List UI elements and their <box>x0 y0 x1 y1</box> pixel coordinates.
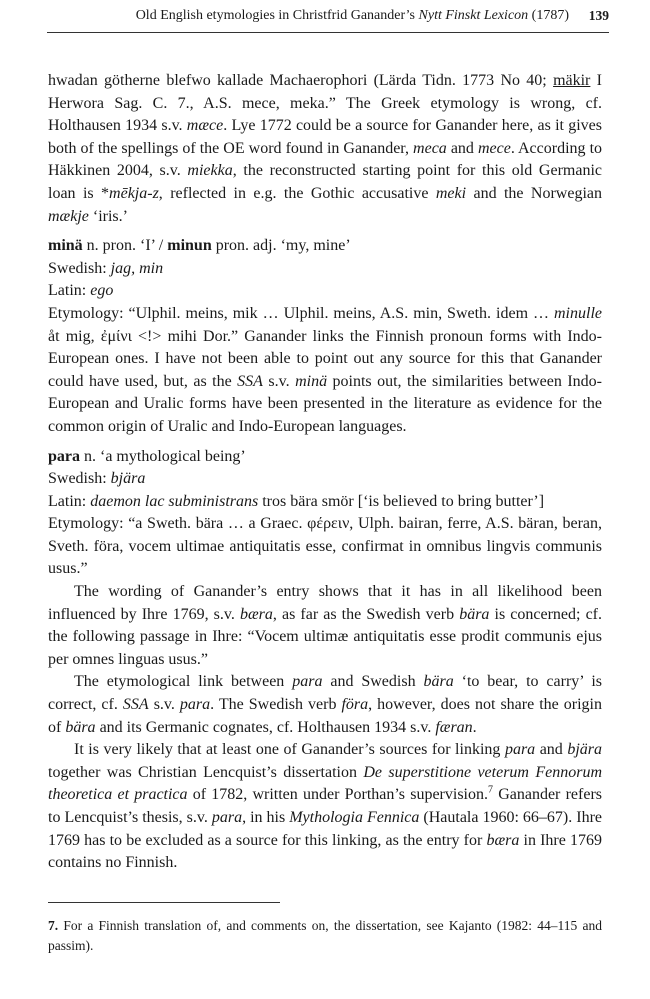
footnote-ref[interactable]: 7 <box>488 785 493 797</box>
footnote: 7. For a Finnish translation of, and comments on, the dissertation, see Kajanto (1982: 44–115 and passim). <box>48 918 602 953</box>
running-header <box>47 8 609 33</box>
running-title: Old English etymologies in Christfrid Ganander’s Nytt Finskt Lexicon (1787) <box>135 8 569 23</box>
footnote-divider <box>48 902 280 903</box>
para-etymology: Etymology: “a Sweth. bära … a Graec. φέρειν, Ulph. bairan, ferre, A.S. bäran, beran, Sveth. föra, vocem ultimae antiquitatis esse, confirmat in omnibus lingvis communis usus.” <box>48 515 602 578</box>
intro-paragraph: hwadan götherne blefwo kallade Machaerophori (Lärda Tidn. 1773 No 40; mäkir I Herwora Sag. C. 7., A.S. mece, meka.” The Greek etymology is wrong, cf. Holthausen 1934 s.v. mæce. Lye 1772 could be a source for Ganander here, as it gives both of the spellings of the OE word found in Ganander, meca and mece. According to Häkkinen 2004, s.v. miekka, the reconstructed starting point for this old Germanic loan is *mēkja-z, reflected in e.g. the Gothic accusative meki and the Norwegian mækje ‘iris.’ <box>48 72 603 225</box>
mina-swedish: Swedish: jag, min <box>48 259 164 277</box>
para-paragraph-1: The wording of Ganander’s entry shows that it has in all likelihood been influenced by Ihre 1769, s.v. bæra, as far as the Swedish verb bära is concerned; cf. the following passage in Ihre: “Vocem ultimæ antiquitatis esse prodit communis ejus per omnes linguas usus.” <box>48 583 603 668</box>
page-number: 139 <box>588 8 609 23</box>
para-swedish: Swedish: bjära <box>48 470 146 488</box>
mina-latin: Latin: ego <box>48 282 114 300</box>
para-latin: Latin: daemon lac subministrans tros bära smör [‘is believed to bring butter’] <box>48 492 545 510</box>
para-paragraph-2: The etymological link between para and Swedish bära ‘to bear, to carry’ is correct, cf. SSA s.v. para. The Swedish verb föra, however, does not share the origin of bära and its Germanic cognates, cf. Holthausen 1934 s.v. færan. <box>48 673 603 736</box>
body-text <box>48 70 602 875</box>
para-paragraph-3: It is very likely that at least one of Ganander’s sources for linking para and bjära together was Christian Lencquist’s dissertation De superstitione veterum Fennorum theoretica et practica of 1782, written under Porthan’s supervision.$^7$ Ganander refers to Lencquist’s thesis, s.v. para, in his Mythologia Fennica (Hautala 1960: 66–67). Ihre 1769 has to be excluded as a source for this linking, as the entry for bæra in Ihre 1769 contains no Finnish. <box>48 741 603 872</box>
mina-headword: minä n. pron. ‘I’ / minun pron. adj. ‘my, mine’ <box>48 237 351 255</box>
para-headword: para n. ‘a mythological being’ <box>48 447 246 465</box>
mina-etymology: Etymology: “Ulphil. meins, mik … Ulphil. meins, A.S. min, Sweth. idem … minulle åt mig, ἐμίνι <!> mihi Dor.” Ganander links the Finnish pronoun forms with Indo-European ones. I have not been able to point out any source for this that Ganander could have used, but, as the SSA s.v. minä points out, the similarities between Indo-European and Uralic forms have been presented in the literature as evidence for the common origin of Uralic and Indo-European languages. <box>48 304 602 435</box>
